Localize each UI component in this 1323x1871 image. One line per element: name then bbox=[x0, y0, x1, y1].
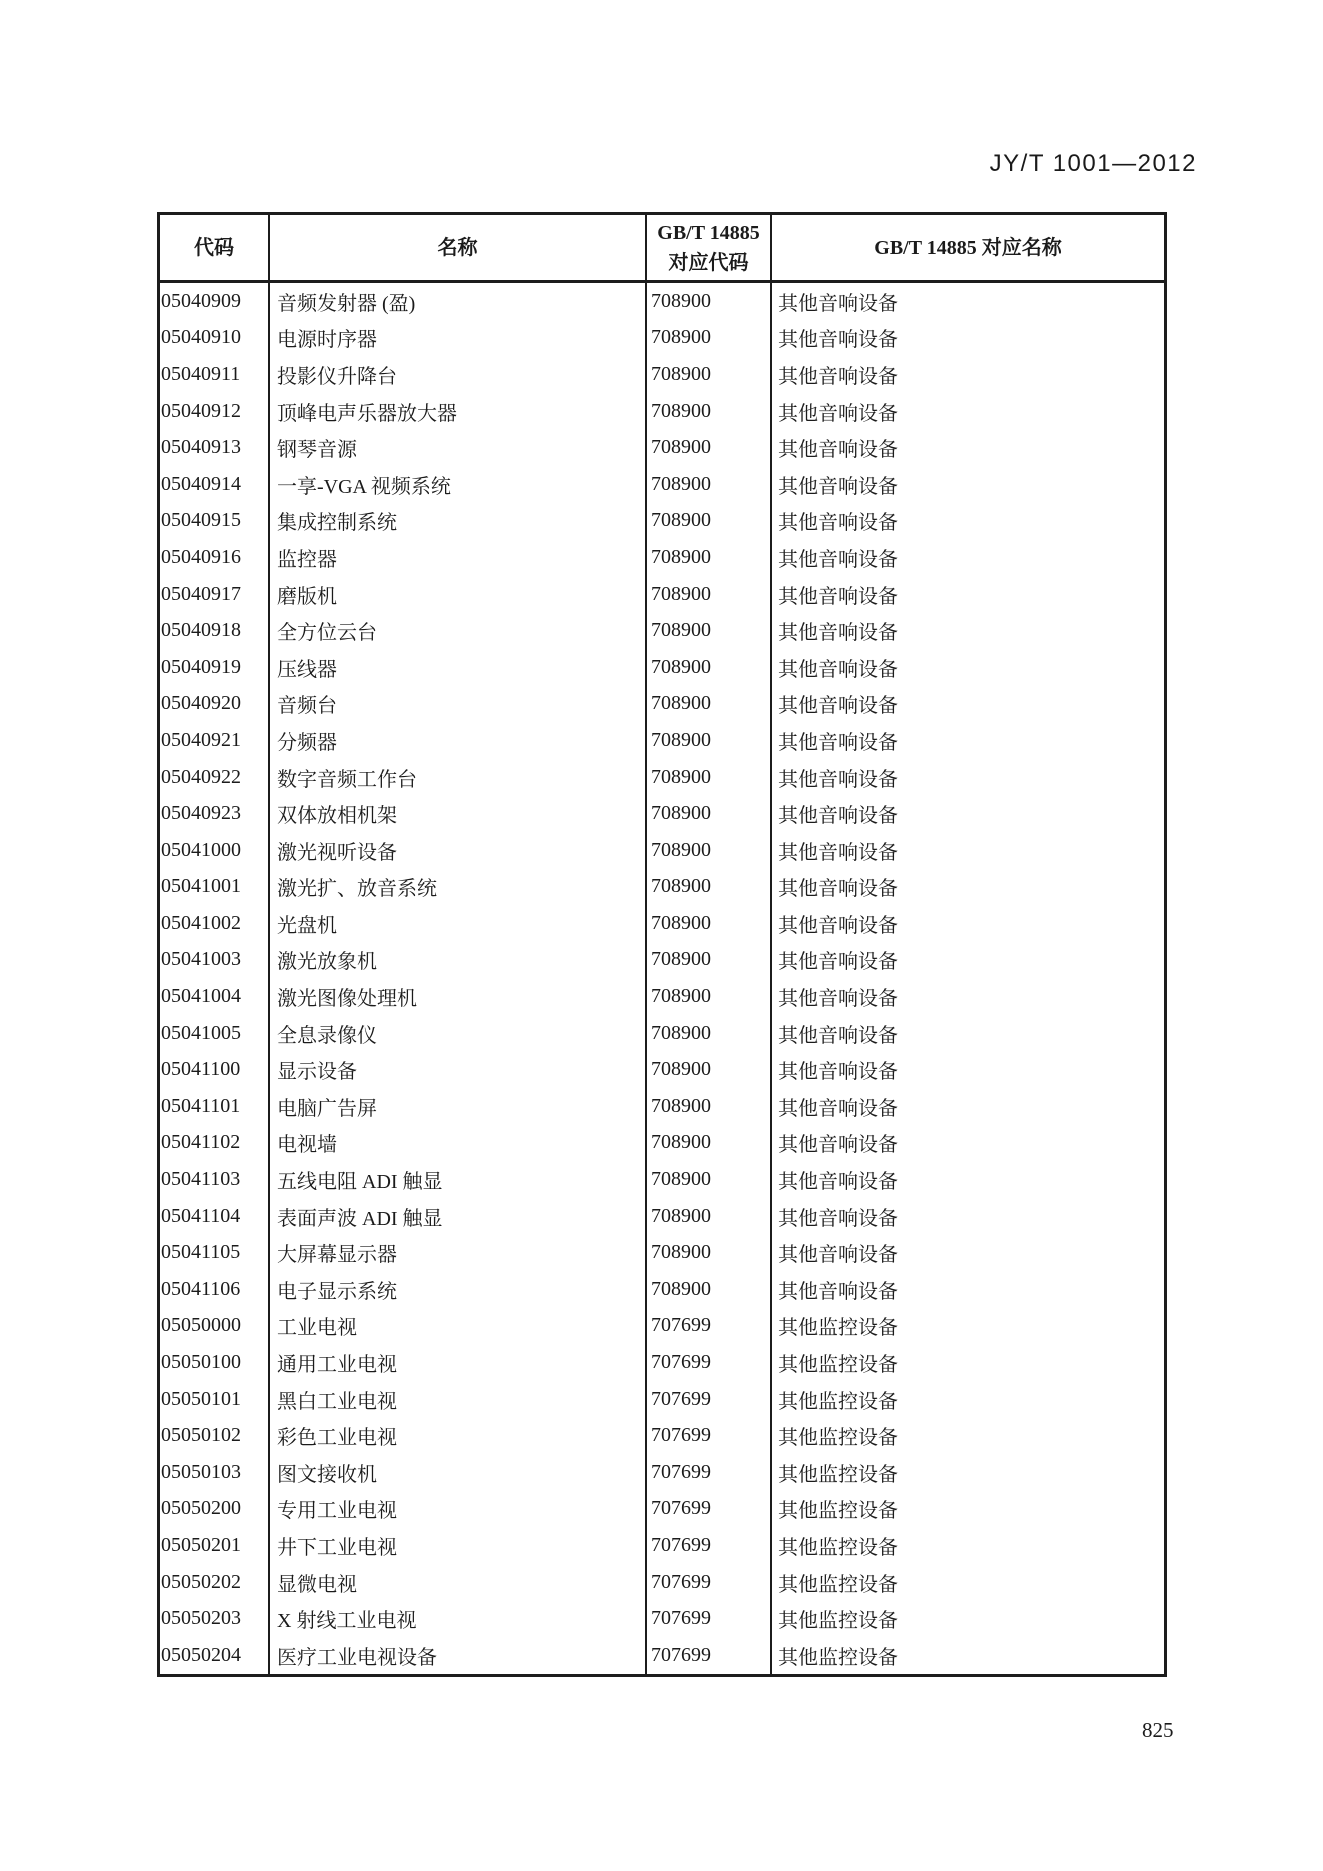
cell-code: 05050103 bbox=[160, 1454, 270, 1491]
table-row bbox=[160, 1381, 1164, 1418]
table-row bbox=[160, 503, 1164, 540]
table-row bbox=[160, 429, 1164, 466]
cell-code: 05041001 bbox=[160, 869, 270, 906]
cell-gbt-name: 其他监控设备 bbox=[778, 1573, 898, 1596]
cell-name: 光盘机 bbox=[270, 905, 647, 942]
cell-gbt-name: 其他音响设备 bbox=[778, 841, 898, 864]
table-row bbox=[160, 1088, 1164, 1125]
table-header-row bbox=[160, 215, 1164, 283]
column-header-name: 名称 bbox=[270, 215, 647, 280]
code-mapping-table bbox=[157, 212, 1167, 1677]
table-row bbox=[160, 686, 1164, 723]
cell-name: 医疗工业电视设备 bbox=[270, 1637, 647, 1674]
cell-gbt-code: 708900 bbox=[647, 832, 772, 869]
cell-name: 电源时序器 bbox=[270, 320, 647, 357]
cell-name: X 射线工业电视 bbox=[270, 1600, 647, 1637]
table-row bbox=[160, 649, 1164, 686]
cell-code: 05041004 bbox=[160, 978, 270, 1015]
cell-code: 05050202 bbox=[160, 1564, 270, 1601]
cell-gbt-code: 708900 bbox=[647, 795, 772, 832]
cell-gbt-code: 708900 bbox=[647, 320, 772, 357]
cell-name: 显示设备 bbox=[270, 1051, 647, 1088]
table-row bbox=[160, 356, 1164, 393]
cell-gbt-code: 708900 bbox=[647, 1198, 772, 1235]
cell-code: 05040919 bbox=[160, 649, 270, 686]
cell-name: 电视墙 bbox=[270, 1125, 647, 1162]
cell-code: 05050200 bbox=[160, 1491, 270, 1528]
cell-code: 05040921 bbox=[160, 722, 270, 759]
cell-name: 激光视听设备 bbox=[270, 832, 647, 869]
cell-code: 05050201 bbox=[160, 1527, 270, 1564]
cell-code: 05040920 bbox=[160, 686, 270, 723]
cell-code: 05041101 bbox=[160, 1088, 270, 1125]
cell-name: 激光扩、放音系统 bbox=[270, 869, 647, 906]
cell-gbt-name: 其他监控设备 bbox=[778, 1354, 898, 1377]
table-row bbox=[160, 393, 1164, 430]
cell-gbt-code: 708900 bbox=[647, 539, 772, 576]
column-header-gbt-name: GB/T 14885 对应名称 bbox=[874, 236, 1062, 259]
table-row bbox=[160, 832, 1164, 869]
cell-name: 全息录像仪 bbox=[270, 1015, 647, 1052]
cell-gbt-code: 708900 bbox=[647, 978, 772, 1015]
table-row bbox=[160, 1454, 1164, 1491]
cell-gbt-name: 其他音响设备 bbox=[778, 1024, 898, 1047]
cell-gbt-name: 其他音响设备 bbox=[778, 1061, 898, 1084]
table-row bbox=[160, 978, 1164, 1015]
cell-name: 磨版机 bbox=[270, 576, 647, 613]
cell-gbt-name: 其他音响设备 bbox=[778, 548, 898, 571]
cell-gbt-code: 707699 bbox=[647, 1344, 772, 1381]
cell-gbt-name: 其他音响设备 bbox=[778, 439, 898, 462]
cell-gbt-name: 其他监控设备 bbox=[778, 1427, 898, 1450]
table-row bbox=[160, 1527, 1164, 1564]
cell-gbt-name: 其他音响设备 bbox=[778, 1097, 898, 1120]
table-row bbox=[160, 1600, 1164, 1637]
cell-code: 05040911 bbox=[160, 356, 270, 393]
cell-code: 05041106 bbox=[160, 1271, 270, 1308]
cell-code: 05040910 bbox=[160, 320, 270, 357]
gbt-code-header-line2: 对应代码 bbox=[668, 251, 749, 274]
cell-code: 05041104 bbox=[160, 1198, 270, 1235]
table-row bbox=[160, 576, 1164, 613]
table-row bbox=[160, 612, 1164, 649]
cell-gbt-code: 708900 bbox=[647, 429, 772, 466]
cell-gbt-code: 708900 bbox=[647, 1234, 772, 1271]
cell-gbt-code: 708900 bbox=[647, 942, 772, 979]
table-row bbox=[160, 539, 1164, 576]
cell-name: 图文接收机 bbox=[270, 1454, 647, 1491]
cell-code: 05050102 bbox=[160, 1417, 270, 1454]
table-row bbox=[160, 1051, 1164, 1088]
table-row bbox=[160, 905, 1164, 942]
cell-gbt-name: 其他音响设备 bbox=[778, 1280, 898, 1303]
cell-gbt-name: 其他音响设备 bbox=[778, 768, 898, 791]
cell-gbt-code: 707699 bbox=[647, 1454, 772, 1491]
cell-code: 05041102 bbox=[160, 1125, 270, 1162]
cell-gbt-code: 708900 bbox=[647, 466, 772, 503]
cell-gbt-name: 其他音响设备 bbox=[778, 365, 898, 388]
page-number: 825 bbox=[1142, 1718, 1174, 1742]
cell-gbt-code: 708900 bbox=[647, 1088, 772, 1125]
table-row bbox=[160, 1344, 1164, 1381]
cell-name: 音频台 bbox=[270, 686, 647, 723]
cell-code: 05041103 bbox=[160, 1161, 270, 1198]
cell-gbt-name: 其他监控设备 bbox=[778, 1646, 898, 1669]
cell-name: 音频发射器 (盈) bbox=[270, 283, 647, 320]
column-header-gbt-code bbox=[647, 215, 772, 280]
cell-code: 05041105 bbox=[160, 1234, 270, 1271]
cell-code: 05040909 bbox=[160, 283, 270, 320]
table-row bbox=[160, 1234, 1164, 1271]
cell-name: 专用工业电视 bbox=[270, 1491, 647, 1528]
cell-gbt-name: 其他音响设备 bbox=[778, 292, 898, 315]
cell-gbt-code: 707699 bbox=[647, 1491, 772, 1528]
cell-code: 05050100 bbox=[160, 1344, 270, 1381]
table-row bbox=[160, 320, 1164, 357]
table-row bbox=[160, 759, 1164, 796]
cell-gbt-code: 708900 bbox=[647, 722, 772, 759]
cell-name: 大屏幕显示器 bbox=[270, 1234, 647, 1271]
table-row bbox=[160, 283, 1164, 320]
cell-gbt-name: 其他音响设备 bbox=[778, 622, 898, 645]
cell-code: 05040917 bbox=[160, 576, 270, 613]
cell-gbt-name: 其他音响设备 bbox=[778, 1244, 898, 1267]
cell-gbt-name: 其他监控设备 bbox=[778, 1463, 898, 1486]
cell-name: 井下工业电视 bbox=[270, 1527, 647, 1564]
cell-gbt-code: 708900 bbox=[647, 283, 772, 320]
cell-gbt-name: 其他音响设备 bbox=[778, 988, 898, 1011]
cell-gbt-code: 707699 bbox=[647, 1308, 772, 1345]
cell-code: 05040914 bbox=[160, 466, 270, 503]
cell-code: 05040913 bbox=[160, 429, 270, 466]
cell-code: 05050101 bbox=[160, 1381, 270, 1418]
cell-gbt-name: 其他监控设备 bbox=[778, 1390, 898, 1413]
cell-name: 双体放相机架 bbox=[270, 795, 647, 832]
cell-name: 顶峰电声乐器放大器 bbox=[270, 393, 647, 430]
cell-gbt-name: 其他音响设备 bbox=[778, 878, 898, 901]
cell-code: 05040923 bbox=[160, 795, 270, 832]
table-row bbox=[160, 1161, 1164, 1198]
cell-gbt-name: 其他音响设备 bbox=[778, 951, 898, 974]
cell-name: 投影仪升降台 bbox=[270, 356, 647, 393]
cell-name: 激光放象机 bbox=[270, 942, 647, 979]
cell-gbt-name: 其他音响设备 bbox=[778, 1207, 898, 1230]
cell-gbt-code: 708900 bbox=[647, 576, 772, 613]
cell-name: 电子显示系统 bbox=[270, 1271, 647, 1308]
cell-gbt-code: 708900 bbox=[647, 649, 772, 686]
cell-name: 一享-VGA 视频系统 bbox=[270, 466, 647, 503]
table-row bbox=[160, 795, 1164, 832]
cell-code: 05041003 bbox=[160, 942, 270, 979]
table-row bbox=[160, 1198, 1164, 1235]
cell-name: 全方位云台 bbox=[270, 612, 647, 649]
gbt-code-header-line1: GB/T 14885 bbox=[657, 221, 760, 244]
cell-gbt-code: 707699 bbox=[647, 1381, 772, 1418]
table-row bbox=[160, 1491, 1164, 1528]
cell-gbt-code: 708900 bbox=[647, 1125, 772, 1162]
table-row bbox=[160, 1417, 1164, 1454]
cell-code: 05041100 bbox=[160, 1051, 270, 1088]
cell-name: 五线电阻 ADI 触显 bbox=[270, 1161, 647, 1198]
cell-code: 05040916 bbox=[160, 539, 270, 576]
cell-gbt-code: 708900 bbox=[647, 1015, 772, 1052]
table-row bbox=[160, 1308, 1164, 1345]
cell-gbt-name: 其他音响设备 bbox=[778, 914, 898, 937]
table-row bbox=[160, 1564, 1164, 1601]
cell-gbt-code: 707699 bbox=[647, 1600, 772, 1637]
cell-name: 激光图像处理机 bbox=[270, 978, 647, 1015]
cell-gbt-code: 708900 bbox=[647, 393, 772, 430]
cell-code: 05041002 bbox=[160, 905, 270, 942]
cell-name: 黑白工业电视 bbox=[270, 1381, 647, 1418]
cell-gbt-code: 708900 bbox=[647, 1051, 772, 1088]
table-row bbox=[160, 1125, 1164, 1162]
cell-code: 05040912 bbox=[160, 393, 270, 430]
cell-name: 分频器 bbox=[270, 722, 647, 759]
cell-gbt-name: 其他音响设备 bbox=[778, 1134, 898, 1157]
table-body bbox=[160, 283, 1164, 1674]
cell-code: 05050203 bbox=[160, 1600, 270, 1637]
cell-name: 通用工业电视 bbox=[270, 1344, 647, 1381]
cell-gbt-name: 其他音响设备 bbox=[778, 695, 898, 718]
cell-name: 数字音频工作台 bbox=[270, 759, 647, 796]
column-header-code: 代码 bbox=[160, 215, 270, 280]
cell-gbt-name: 其他音响设备 bbox=[778, 805, 898, 828]
cell-code: 05050000 bbox=[160, 1308, 270, 1345]
cell-name: 彩色工业电视 bbox=[270, 1417, 647, 1454]
cell-code: 05041000 bbox=[160, 832, 270, 869]
cell-code: 05041005 bbox=[160, 1015, 270, 1052]
cell-code: 05040918 bbox=[160, 612, 270, 649]
table-row bbox=[160, 1271, 1164, 1308]
cell-gbt-name: 其他音响设备 bbox=[778, 658, 898, 681]
table-row bbox=[160, 869, 1164, 906]
cell-gbt-name: 其他音响设备 bbox=[778, 1171, 898, 1194]
cell-gbt-name: 其他音响设备 bbox=[778, 512, 898, 535]
cell-gbt-code: 707699 bbox=[647, 1564, 772, 1601]
cell-name: 电脑广告屏 bbox=[270, 1088, 647, 1125]
cell-gbt-code: 708900 bbox=[647, 759, 772, 796]
cell-name: 钢琴音源 bbox=[270, 429, 647, 466]
cell-gbt-code: 708900 bbox=[647, 686, 772, 723]
cell-gbt-code: 708900 bbox=[647, 612, 772, 649]
cell-gbt-name: 其他音响设备 bbox=[778, 731, 898, 754]
cell-gbt-name: 其他监控设备 bbox=[778, 1317, 898, 1340]
standard-number: JY/T 1001—2012 bbox=[989, 150, 1197, 177]
cell-gbt-code: 708900 bbox=[647, 1161, 772, 1198]
cell-gbt-code: 708900 bbox=[647, 503, 772, 540]
cell-name: 集成控制系统 bbox=[270, 503, 647, 540]
cell-gbt-code: 707699 bbox=[647, 1637, 772, 1674]
cell-name: 监控器 bbox=[270, 539, 647, 576]
cell-name: 表面声波 ADI 触显 bbox=[270, 1198, 647, 1235]
cell-gbt-name: 其他监控设备 bbox=[778, 1536, 898, 1559]
cell-name: 压线器 bbox=[270, 649, 647, 686]
cell-gbt-code: 708900 bbox=[647, 1271, 772, 1308]
cell-gbt-name: 其他音响设备 bbox=[778, 402, 898, 425]
table-row bbox=[160, 722, 1164, 759]
cell-name: 工业电视 bbox=[270, 1308, 647, 1345]
table-row bbox=[160, 942, 1164, 979]
cell-name: 显微电视 bbox=[270, 1564, 647, 1601]
cell-gbt-name: 其他监控设备 bbox=[778, 1610, 898, 1633]
cell-gbt-code: 708900 bbox=[647, 869, 772, 906]
cell-gbt-name: 其他音响设备 bbox=[778, 585, 898, 608]
cell-code: 05040922 bbox=[160, 759, 270, 796]
table-row bbox=[160, 1637, 1164, 1674]
cell-gbt-name: 其他音响设备 bbox=[778, 329, 898, 352]
cell-code: 05040915 bbox=[160, 503, 270, 540]
cell-gbt-name: 其他监控设备 bbox=[778, 1500, 898, 1523]
cell-gbt-code: 708900 bbox=[647, 905, 772, 942]
cell-gbt-code: 708900 bbox=[647, 356, 772, 393]
cell-code: 05050204 bbox=[160, 1637, 270, 1674]
table-row bbox=[160, 1015, 1164, 1052]
cell-gbt-code: 707699 bbox=[647, 1417, 772, 1454]
table-row bbox=[160, 466, 1164, 503]
cell-gbt-code: 707699 bbox=[647, 1527, 772, 1564]
cell-gbt-name: 其他音响设备 bbox=[778, 475, 898, 498]
